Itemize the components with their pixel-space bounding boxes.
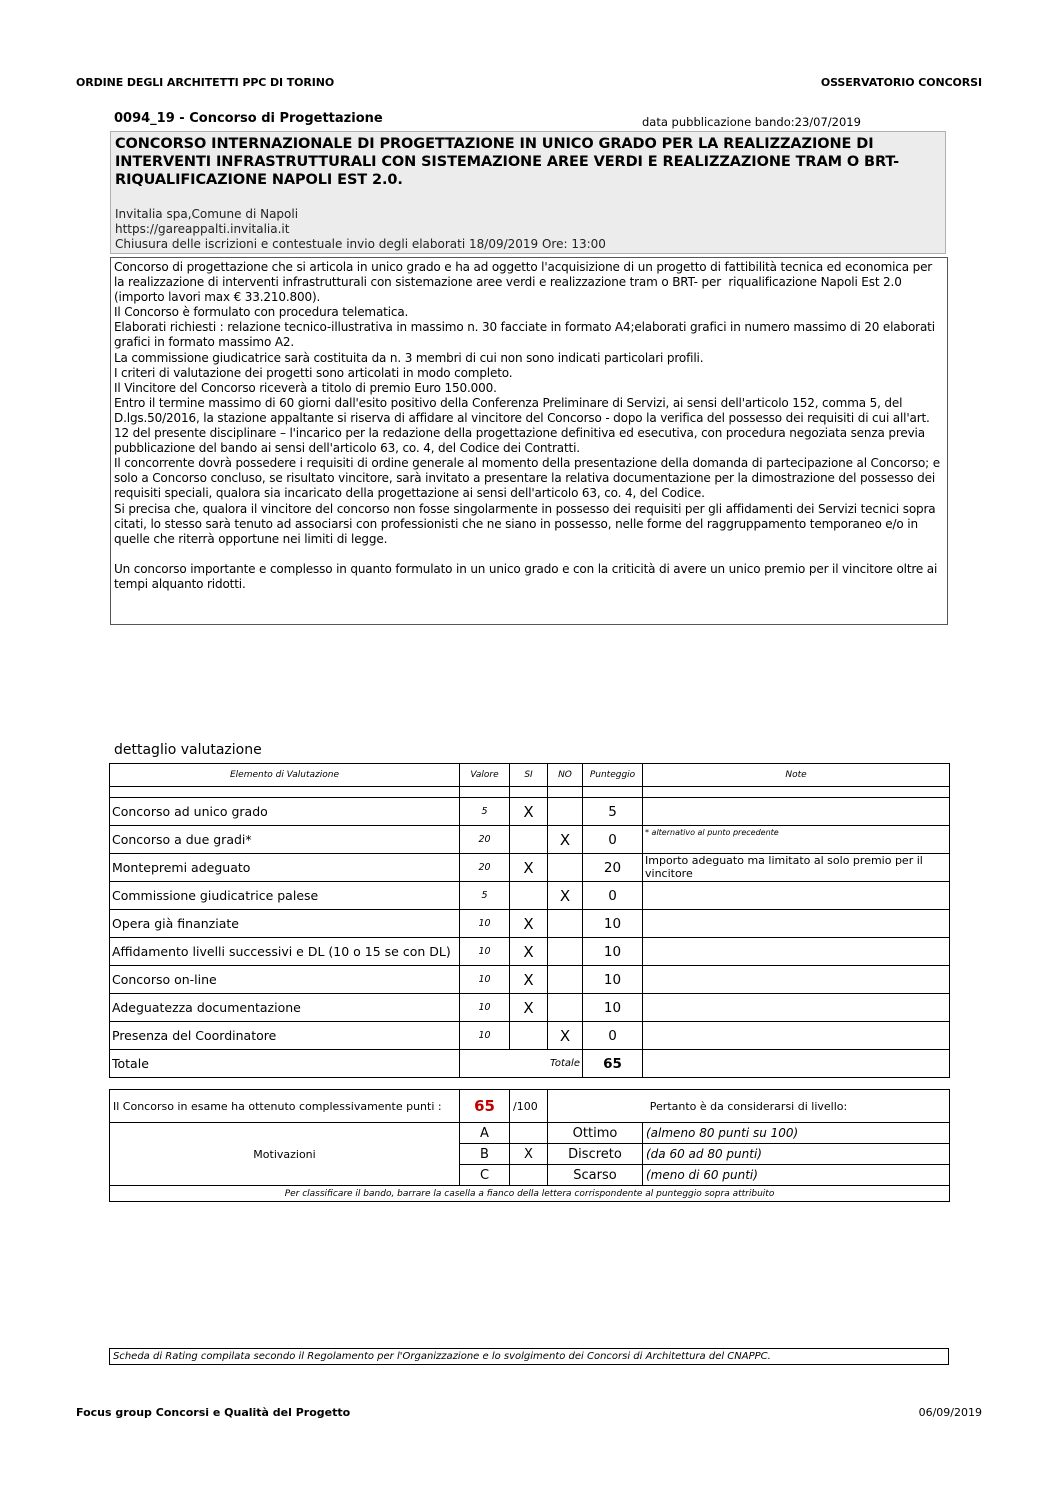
competition-title: CONCORSO INTERNAZIONALE DI PROGETTAZIONE IN UNICO GRADO PER LA REALIZZAZIONE DI INTERVENTI INFRASTRUTTURALI CON SISTEMAZIONE AREE VERDI E REALIZZAZIONE TRAM O BRT- RIQUALIFICAZIONE NAPOLI EST 2.0. xyxy=(115,136,899,188)
level-letter: B xyxy=(460,1144,510,1165)
table-row xyxy=(110,854,950,882)
row-score: 0 xyxy=(583,826,643,854)
row-value: 10 xyxy=(460,1022,510,1050)
total-label-right: Totale xyxy=(460,1050,583,1078)
competition-title-box xyxy=(110,131,946,254)
level-name: Ottimo xyxy=(548,1123,643,1144)
row-yes-mark: X xyxy=(510,910,548,938)
row-score: 20 xyxy=(583,854,643,882)
row-value: 10 xyxy=(460,938,510,966)
row-note xyxy=(643,994,950,1022)
table-row xyxy=(110,798,950,826)
footer-date: 06/09/2019 xyxy=(918,1406,982,1419)
header-value: Valore xyxy=(460,764,510,787)
row-score: 10 xyxy=(583,910,643,938)
row-value: 10 xyxy=(460,966,510,994)
row-note xyxy=(643,966,950,994)
level-desc: (da 60 ad 80 punti) xyxy=(643,1144,950,1165)
competition-code: 0094_19 - Concorso di Progettazione xyxy=(114,111,383,126)
row-no-mark xyxy=(548,910,583,938)
row-note xyxy=(643,882,950,910)
table-row xyxy=(110,826,950,854)
row-note: * alternativo al punto precedente xyxy=(643,826,950,854)
row-element: Presenza del Coordinatore xyxy=(110,1022,460,1050)
total-row xyxy=(110,1050,950,1078)
level-mark: X xyxy=(510,1144,548,1165)
row-note xyxy=(643,798,950,826)
description-comment: Un concorso importante e complesso in quanto formulato in un unico grado e con la criticità di avere un unico premio per il vincitore oltre ai tempi alquanto ridotti. xyxy=(114,561,941,591)
row-element: Affidamento livelli successivi e DL (10 o 15 se con DL) xyxy=(110,938,460,966)
summary-table xyxy=(109,1089,950,1202)
table-row xyxy=(110,882,950,910)
summary-score-row xyxy=(110,1090,950,1123)
summary-points: 65 xyxy=(460,1090,510,1123)
row-no-mark: X xyxy=(548,826,583,854)
row-yes-mark: X xyxy=(510,854,548,882)
competition-deadline: Chiusura delle iscrizioni e contestuale invio degli elaborati 18/09/2019 Ore: 13:00 xyxy=(115,237,606,251)
header-yes: SI xyxy=(510,764,548,787)
row-yes-mark: X xyxy=(510,994,548,1022)
level-mark xyxy=(510,1123,548,1144)
row-element: Concorso on-line xyxy=(110,966,460,994)
row-element: Concorso ad unico grado xyxy=(110,798,460,826)
row-value: 10 xyxy=(460,910,510,938)
level-name: Scarso xyxy=(548,1165,643,1186)
summary-out-of: /100 xyxy=(510,1090,548,1123)
row-element: Montepremi adeguato xyxy=(110,854,460,882)
header-observatory: OSSERVATORIO CONCORSI xyxy=(820,76,982,89)
summary-level-text: Pertanto è da considerarsi di livello: xyxy=(548,1090,950,1123)
row-value: 5 xyxy=(460,882,510,910)
competition-url[interactable]: https://gareappalti.invitalia.it xyxy=(115,222,290,236)
footer-left: Focus group Concorsi e Qualità del Progetto xyxy=(76,1406,351,1419)
level-desc: (almeno 80 punti su 100) xyxy=(643,1123,950,1144)
level-row-a xyxy=(110,1123,950,1144)
row-note xyxy=(643,938,950,966)
header-notes: Note xyxy=(643,764,950,787)
total-label: Totale xyxy=(110,1050,460,1078)
description-main: Concorso di progettazione che si articola in unico grado e ha ad oggetto l'acquisizione di un progetto di fattibilità tecnica ed economica per la realizzazione di interventi infrastrutturali con sistemazione aree verdi e realizzazione tram o BRT- per riqualificazione Napoli Est 2.0 (importo lavori max € 33.210.800). Il Concorso è formulato con procedura telematica. Elaborati richiesti : relazione tecnico-illustrativa in massimo n. 30 facciate in formato A4;elaborati grafici in numero massimo di 20 elaborati grafici in formato massimo A2. La commissione giudicatrice sarà costituita da n. 3 membri di cui non sono indicati particolari profili. I criteri di valutazione dei progetti sono articolati in modo completo. Il Vincitore del Concorso riceverà a titolo di premio Euro 150.000. Entro il termine massimo di 60 giorni dall'esito positivo della Conferenza Preliminare di Servizi, ai sensi dell'articolo 152, comma 5, del D.lgs.50/2016, la stazione appaltante si riserva di affidare al vincitore del Concorso - dopo la verifica del possesso dei requisiti di cui all'art. 12 del presente disciplinare – l'incarico per la redazione della progettazione definitiva ed esecutiva, con procedura negoziata senza previa pubblicazione del bando ai sensi dell'articolo 63, co. 4, del Codice dei Contratti. Il concorrente dovrà possedere i requisiti di ordine generale al momento della presentazione della domanda di partecipazione al Concorso; e solo a Concorso concluso, se risultato vincitore, sarà invitato a presentare la relativa documentazione per la dimostrazione del possesso dei requisiti speciali, qualora sia incaricato della progettazione ai sensi dell'articolo 63, co. 4, del Codice. Si precisa che, qualora il vincitore del concorso non fosse singolarmente in possesso dei requisiti per gli affidamenti dei Servizi tecnici sopra citati, lo stesso sarà tenuto ad associarsi con professionisti che ne siano in possesso, nelle forme del raggruppamento temporaneo e/o in quelle che riterrà opportune nei limiti di legge. xyxy=(114,260,940,546)
evaluation-header-row xyxy=(110,764,950,787)
total-note xyxy=(643,1050,950,1078)
row-no-mark xyxy=(548,966,583,994)
total-score: 65 xyxy=(583,1050,643,1078)
row-no-mark xyxy=(548,854,583,882)
level-mark xyxy=(510,1165,548,1186)
row-score: 10 xyxy=(583,966,643,994)
row-note: Importo adeguato ma limitato al solo premio per il vincitore xyxy=(643,854,950,882)
row-no-mark xyxy=(548,994,583,1022)
level-name: Discreto xyxy=(548,1144,643,1165)
row-element: Concorso a due gradi* xyxy=(110,826,460,854)
row-score: 5 xyxy=(583,798,643,826)
row-yes-mark: X xyxy=(510,798,548,826)
row-note xyxy=(643,1022,950,1050)
row-yes-mark xyxy=(510,826,548,854)
table-row xyxy=(110,966,950,994)
spacer-row xyxy=(110,787,950,798)
header-element: Elemento di Valutazione xyxy=(110,764,460,787)
row-yes-mark: X xyxy=(510,938,548,966)
row-element: Adeguatezza documentazione xyxy=(110,994,460,1022)
row-score: 10 xyxy=(583,994,643,1022)
row-score: 10 xyxy=(583,938,643,966)
row-element: Opera già finanziate xyxy=(110,910,460,938)
instruction-row xyxy=(110,1186,950,1202)
table-row xyxy=(110,1022,950,1050)
row-no-mark: X xyxy=(548,882,583,910)
header-score: Punteggio xyxy=(583,764,643,787)
row-yes-mark: X xyxy=(510,966,548,994)
description-box xyxy=(110,257,948,625)
row-value: 10 xyxy=(460,994,510,1022)
row-no-mark xyxy=(548,798,583,826)
row-value: 20 xyxy=(460,854,510,882)
table-row xyxy=(110,938,950,966)
rating-note: Scheda di Rating compilata secondo il Regolamento per l'Organizzazione e lo svolgimento dei Concorsi di Architettura del CNAPPC. xyxy=(109,1348,949,1365)
level-letter: A xyxy=(460,1123,510,1144)
level-letter: C xyxy=(460,1165,510,1186)
row-value: 5 xyxy=(460,798,510,826)
row-score: 0 xyxy=(583,882,643,910)
table-row xyxy=(110,994,950,1022)
row-value: 20 xyxy=(460,826,510,854)
table-row xyxy=(110,910,950,938)
competition-entity: Invitalia spa,Comune di Napoli xyxy=(115,207,299,221)
row-element: Commissione giudicatrice palese xyxy=(110,882,460,910)
evaluation-table xyxy=(109,763,950,1078)
row-no-mark xyxy=(548,938,583,966)
row-yes-mark xyxy=(510,1022,548,1050)
header-no: NO xyxy=(548,764,583,787)
summary-intro: Il Concorso in esame ha ottenuto complessivamente punti : xyxy=(110,1090,460,1123)
level-desc: (meno di 60 punti) xyxy=(643,1165,950,1186)
motivations-label: Motivazioni xyxy=(110,1123,460,1186)
row-score: 0 xyxy=(583,1022,643,1050)
row-no-mark: X xyxy=(548,1022,583,1050)
row-yes-mark xyxy=(510,882,548,910)
row-note xyxy=(643,910,950,938)
evaluation-section-title: dettaglio valutazione xyxy=(114,742,262,758)
header-org: ORDINE DEGLI ARCHITETTI PPC DI TORINO xyxy=(76,76,335,89)
publication-date: data pubblicazione bando:23/07/2019 xyxy=(642,115,861,129)
classification-instruction: Per classificare il bando, barrare la casella a fianco della lettera corrispondente al punteggio sopra attribuito xyxy=(110,1186,950,1202)
